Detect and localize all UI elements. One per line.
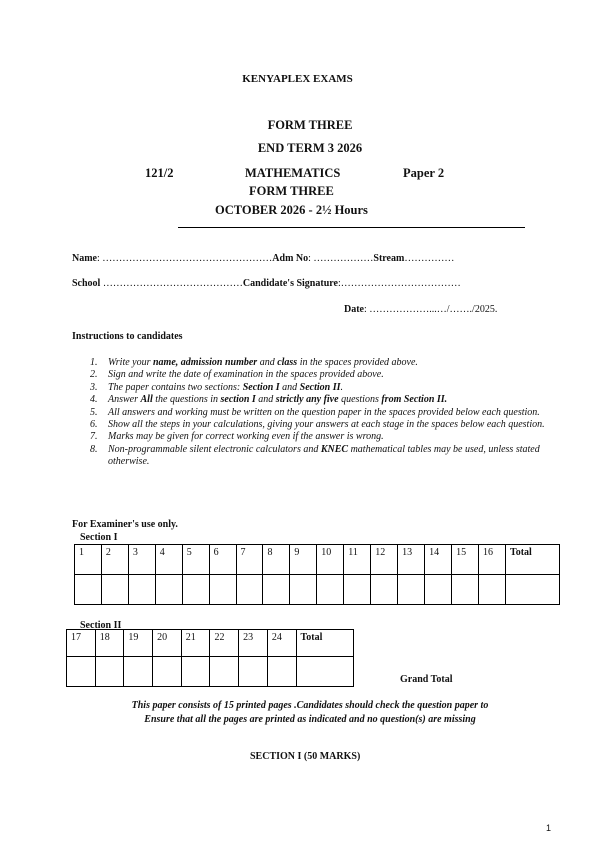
instruction-number: 5. (90, 406, 98, 418)
instruction-number: 2. (90, 369, 98, 381)
score-cell[interactable] (67, 657, 96, 687)
section1-score-table (74, 544, 560, 605)
instruction-text: Marks may be given for correct working even if the answer is wrong. (108, 431, 384, 443)
section2-label: Section II (80, 620, 122, 631)
score-cell[interactable] (425, 575, 452, 605)
total-column-header: Total (505, 545, 559, 575)
question-column-header: 9 (290, 545, 317, 575)
section2-score-table (66, 629, 354, 687)
question-column-header: 13 (398, 545, 425, 575)
instruction-text: strictly any five (275, 394, 339, 406)
question-column-header: 19 (124, 630, 153, 657)
instruction-text: Non-programmable silent electronic calculators and (108, 443, 321, 455)
form-title: FORM THREE (267, 118, 353, 132)
instruction-text: All answers and working must be written on the question paper in the spaces provided below each question. (108, 406, 540, 418)
instruction-number: 7. (90, 431, 98, 443)
instruction-text: Sign and write the date of examination in the spaces provided above. (108, 369, 384, 381)
adm-label: Adm No (272, 253, 309, 264)
instruction-text: name, admission number (153, 357, 258, 368)
question-column-header: 15 (452, 545, 479, 575)
instructions-heading: Instructions to candidates (72, 331, 183, 342)
instruction-item (90, 444, 550, 469)
question-column-header: 18 (95, 630, 124, 657)
instruction-text: section I (220, 394, 256, 406)
question-column-header: 10 (317, 545, 344, 575)
instruction-text: Show all the steps in your calculations, giving your answers at each stage in the spaces below each question. (108, 419, 545, 431)
score-cell[interactable] (181, 657, 210, 687)
question-column-header: 23 (239, 630, 268, 657)
page-count-note-line2: Ensure that all the pages are printed as indicated and no question(s) are missing (144, 714, 476, 725)
score-cell[interactable] (155, 575, 182, 605)
instruction-text: and (279, 381, 300, 393)
instruction-text: KNEC (320, 443, 349, 455)
score-cell[interactable] (263, 575, 290, 605)
question-column-header: 1 (75, 545, 102, 575)
instruction-item (90, 369, 550, 381)
paper-code: 121/2 (145, 166, 174, 180)
instructions-list (90, 357, 550, 469)
instruction-number: 8. (90, 443, 98, 455)
total-score-cell[interactable] (296, 657, 354, 687)
score-cell[interactable] (209, 575, 236, 605)
question-column-header: 7 (236, 545, 263, 575)
score-cell[interactable] (236, 575, 263, 605)
score-cell[interactable] (95, 657, 124, 687)
question-column-header: 16 (479, 545, 506, 575)
question-column-header: 3 (128, 545, 155, 575)
date-label: Date (344, 304, 364, 315)
score-cell[interactable] (371, 575, 398, 605)
school-signature-row (72, 278, 461, 289)
instruction-text: from Section II. (381, 394, 448, 406)
question-column-header: 8 (263, 545, 290, 575)
school-label: School (72, 278, 101, 289)
score-cell[interactable] (267, 657, 296, 687)
exam-body-title: KENYAPLEX EXAMS (242, 73, 353, 85)
total-column-header: Total (296, 630, 354, 657)
signature-label: Candidate's Signature (242, 278, 338, 289)
signature-field[interactable]: :……………………………… (337, 278, 461, 289)
question-column-header: 5 (182, 545, 209, 575)
score-cell[interactable] (101, 575, 128, 605)
question-column-header: 4 (155, 545, 182, 575)
question-column-header: 24 (267, 630, 296, 657)
score-cell[interactable] (153, 657, 182, 687)
stream-label: Stream (373, 253, 405, 264)
name-adm-stream-row (72, 253, 454, 264)
adm-field[interactable]: : ……………… (308, 253, 374, 264)
date-row (344, 304, 497, 315)
question-column-header: 20 (153, 630, 182, 657)
score-cell[interactable] (128, 575, 155, 605)
score-cell[interactable] (479, 575, 506, 605)
school-field[interactable]: …………………………………… (100, 278, 243, 289)
instruction-number: 4. (90, 394, 98, 406)
instruction-item (90, 357, 550, 369)
page-count-note-line1: This paper consists of 15 printed pages .Candidates should check the question paper to (131, 700, 489, 711)
question-column-header: 17 (67, 630, 96, 657)
score-cell[interactable] (124, 657, 153, 687)
score-cell[interactable] (210, 657, 239, 687)
score-cell[interactable] (75, 575, 102, 605)
grand-total-label: Grand Total (400, 674, 453, 685)
score-cell[interactable] (290, 575, 317, 605)
name-label: Name (72, 253, 97, 264)
instruction-text: Answer (108, 394, 141, 406)
instruction-number: 1. (90, 357, 98, 368)
paper-number: Paper 2 (403, 166, 445, 180)
instruction-item (90, 382, 550, 394)
instruction-item (90, 419, 550, 431)
question-column-header: 22 (210, 630, 239, 657)
score-cell[interactable] (317, 575, 344, 605)
instruction-text: and (257, 357, 278, 368)
instruction-text: mathematical tables may be used, unless stated otherwise. (108, 443, 540, 468)
score-cell[interactable] (239, 657, 268, 687)
instruction-text: Section II (299, 381, 341, 393)
section1-heading: SECTION I (50 MARKS) (250, 751, 361, 762)
instruction-text: Section I (242, 381, 280, 393)
question-column-header: 2 (101, 545, 128, 575)
page-number: 1 (546, 823, 552, 833)
instruction-item (90, 394, 550, 406)
instruction-number: 6. (90, 419, 98, 431)
score-cell[interactable] (398, 575, 425, 605)
header-rule (178, 227, 525, 228)
instruction-text: The paper contains two sections: (108, 381, 243, 393)
instruction-text: questions (338, 394, 382, 406)
instruction-text: and (255, 394, 276, 406)
instruction-text: class (277, 357, 298, 368)
instruction-text: . (340, 381, 344, 393)
instruction-item (90, 431, 550, 443)
term-title: END TERM 3 2026 (257, 141, 363, 155)
subject-title: MATHEMATICS (245, 166, 341, 180)
question-column-header: 11 (344, 545, 371, 575)
instruction-number: 3. (90, 381, 98, 393)
instruction-text: in the spaces provided above. (297, 357, 418, 368)
question-column-header: 14 (425, 545, 452, 575)
instruction-text: the questions in (152, 394, 221, 406)
total-score-cell[interactable] (505, 575, 559, 605)
instruction-text: All (140, 394, 153, 406)
section1-label: Section I (80, 532, 118, 543)
score-cell[interactable] (452, 575, 479, 605)
question-column-header: 6 (209, 545, 236, 575)
question-column-header: 21 (181, 630, 210, 657)
date-field[interactable]: : ………………...…/……./2025. (364, 304, 498, 315)
page-count-note (60, 699, 560, 727)
score-cell[interactable] (182, 575, 209, 605)
score-cell[interactable] (344, 575, 371, 605)
form-subtitle: FORM THREE (249, 184, 334, 198)
examiner-heading: For Examiner's use only. (72, 519, 178, 530)
question-column-header: 12 (371, 545, 398, 575)
stream-field[interactable]: …………… (404, 253, 455, 264)
name-field[interactable]: : …………………………………………… (97, 253, 273, 264)
date-duration: OCTOBER 2026 - 2½ Hours (215, 203, 368, 217)
instruction-text: Write your (108, 357, 153, 368)
instruction-item (90, 407, 550, 419)
